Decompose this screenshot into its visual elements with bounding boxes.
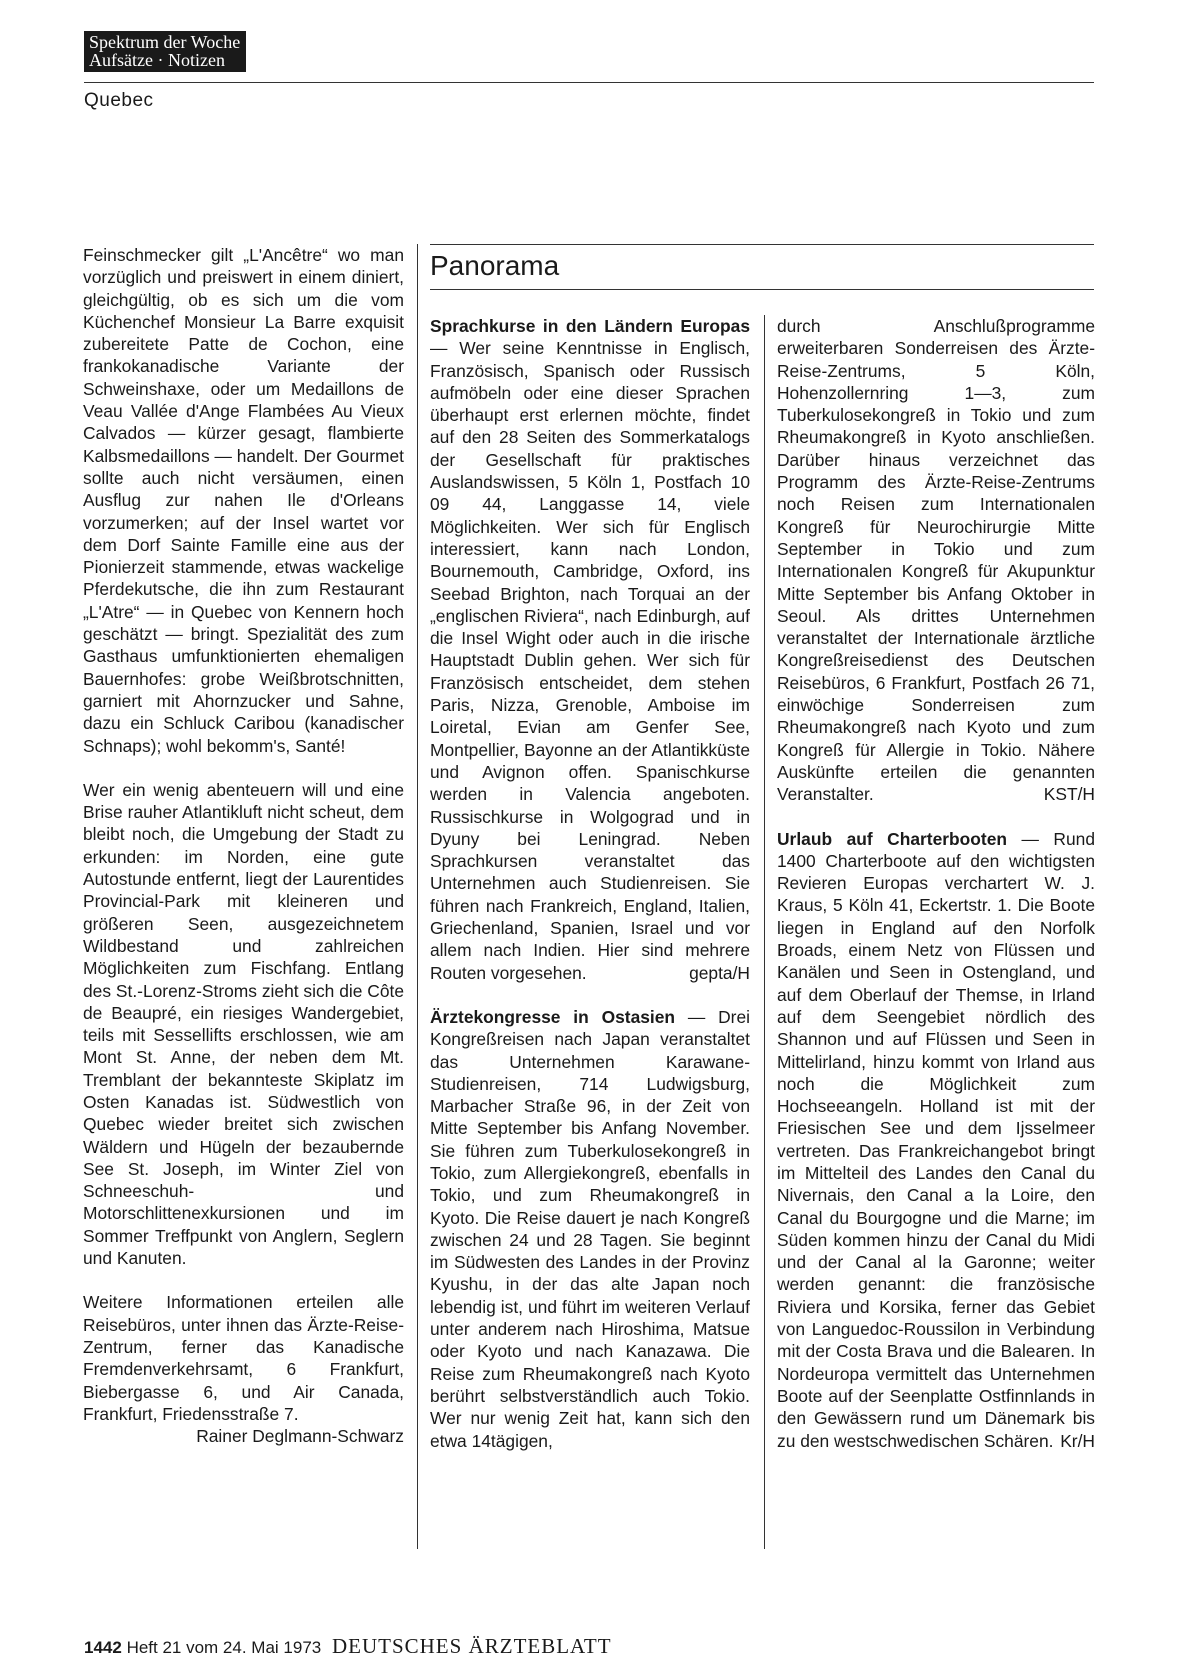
- left-paragraph-3-text: Weitere Informationen erteilen alle Reisebüros, unter ihnen das Ärzte-Reise-Zentrum, ferner das Kanadische Fremdenverkehrsamt, 6 Frankfurt, Biebergasse 6, und Air Canada, Frankfurt, Friedensstraße 7.: [83, 1292, 404, 1424]
- panorama-title: Panorama: [430, 250, 560, 281]
- column-divider-1: [417, 244, 418, 1549]
- header-rule: [84, 82, 1094, 83]
- badge-line-2: Aufsätze · Notizen: [89, 50, 225, 70]
- page-number: 1442: [84, 1638, 122, 1657]
- item-charter-boats: [777, 828, 1095, 1452]
- left-paragraph-2: Wer ein wenig abenteuern will und eine Brise rauher Atlantikluft nicht scheut, dem bleibt noch, die Umgebung der Stadt zu erkunden: im Norden, eine gute Autostunde entfernt, liegt der Laurentides Provincial-Park mit kleineren und größeren Seen, ausgezeichnetem Wildbestand und zahlreichen Möglichkeiten zum Fischfang. Entlang des St.-Lorenz-Stroms zieht sich die Côte de Beaupré, ein riesiges Wandergebiet, teils mit Sessellifts erschlossen, wie am Mont St. Anne, der neben dem Mt. Tremblant der bekannteste Skiplatz im Osten Kanadas ist. Südwestlich von Quebec wieder breitet sich zwischen Wäldern und Hügeln der bezaubernde See St. Joseph, im Winter Ziel von Schneeschuh- und Motorschlittenexkursionen und im Sommer Treffpunkt von Anglern, Seglern und Kanuten.: [83, 779, 404, 1269]
- journal-name: DEUTSCHES ÄRZTEBLATT: [331, 1634, 612, 1658]
- item-language-courses: [430, 315, 750, 984]
- right-column: [777, 315, 1095, 1474]
- item-language-courses-body: — Wer seine Kenntnisse in Englisch, Französisch, Spanisch oder Russisch aufmöbeln oder eine dieser Sprachen überhaupt erst erlernen möchte, findet auf den 28 Seiten des Sommerkatalogs der Gesellschaft für praktisches Auslandswissen, 5 Köln 1, Postfach 10 09 44, Langgasse 14, viele Möglichkeiten. Wer sich für Englisch interessiert, kann nach London, Bournemouth, Cambridge, Oxford, ins Seebad Brighton, nach Torquai an der „englischen Riviera“, nach Edinburgh, auf die Insel Wight oder auch in die irische Hauptstadt Dublin gehen. Wer sich für Französisch entscheidet, dem stehen Paris, Nizza, Grenoble, Amboise im Loiretal, Evian am Genfer See, Montpellier, Bayonne an der Atlantikküste und Avignon offen. Spanischkurse werden in Valencia angeboten. Russischkurse in Wolgograd und in Dyuny bei Leningrad. Neben Sprachkursen veranstaltet das Unternehmen auch Studienreisen. Sie führen nach Frankreich, England, Italien, Griechenland, Spanien, Israel und vor allem nach Indien. Hier sind mehrere Routen vorgesehen.: [430, 338, 750, 983]
- section-label: Quebec: [84, 90, 154, 111]
- item-medical-congresses-signature: KST/H: [1043, 784, 1095, 805]
- section-badge: [84, 31, 246, 72]
- page-footer: [84, 1634, 612, 1659]
- left-column: [83, 244, 404, 1447]
- left-paragraph-3: [83, 1291, 404, 1447]
- item-language-courses-heading: Sprachkurse in den Ländern Europas: [430, 316, 750, 336]
- item-medical-congresses-body: — Drei Kongreßreisen nach Japan veranstaltet das Unternehmen Karawane-Studienreisen, 714 Ludwigsburg, Marbacher Straße 96, in der Zeit von Mitte September bis Anfang November. Sie führen zum Tuberkulosekongreß in Tokio, zum Allergiekongreß, ebenfalls in Tokio, und zum Rheumakongreß in Kyoto. Die Reise dauert je nach Kongreß zwischen 24 und 28 Tagen. Sie beginnt im Südwesten des Landes in der Provinz Kyushu, in der das alte Japan noch lebendig ist, und führt im weiteren Verlauf unter anderem nach Hiroshima, Matsue oder Kyoto und nach Kanazawa. Die Reise zum Rheumakongreß nach Kyoto berührt selbstverständlich auch Tokio. Wer nur wenig Zeit hat, kann sich den etwa 14tägigen,: [430, 1006, 750, 1451]
- author-signature: Rainer Deglmann-Schwarz: [196, 1426, 404, 1447]
- left-paragraph-1: Feinschmecker gilt „L'Ancêtre“ wo man vorzüglich und preiswert in einem diniert, gleichgültig, ob es sich um die vom Küchenchef Monsieur La Barre exquisit zubereitete Patte de Cochon, eine frankokanadische Variante der Schweinshaxe, oder um Medaillons de Veau Vallée d'Ange Flambées Au Vieux Calvados — kürzer gesagt, flambierte Kalbsmedaillons — handelt. Der Gourmet sollte auch nicht versäumen, einen Ausflug zur nahen Ile d'Orleans vorzumerken; auf der Insel wartet vor dem Dorf Sainte Famille eine aus der Pionierzeit stammende, etwas wackelige Pferdekutsche, die ihn zum Restaurant „L'Atre“ — in Quebec von Kennern hoch geschätzt — bringt. Spezialität des zum Gasthaus umfunktionierten ehemaligen Bauernhofes: grobe Weißbrotschnitten, garniert mit Ahornzucker und Sahne, dazu ein Schluck Caribou (kanadischer Schnaps); wohl bekomm's, Santé!: [83, 245, 404, 756]
- item-medical-congresses-cont-body: durch Anschlußprogramme erweiterbaren Sonderreisen des Ärzte-Reise-Zentrums, 5 Köln, Hohenzollernring 1—3, zum Tuberkulosekongreß in Tokio und zum Rheumakongreß in Kyoto anschließen. Darüber hinaus verzeichnet das Programm des Ärzte-Reise-Zentrums noch Reisen zum Internationalen Kongreß für Neurochirurgie Mitte September in Tokio und zum Internationalen Kongreß für Akupunktur Mitte September bis Anfang Oktober in Seoul. Als drittes Unternehmen veranstaltet der Internationale ärztliche Kongreßreisedienst des Deutschen Reisebüros, 6 Frankfurt, Postfach 26 71, einwöchige Sonderreisen zum Rheumakongreß nach Kyoto und zum Kongreß für Allergie in Tokio. Nähere Auskünfte erteilen die genannten Veranstalter.: [777, 316, 1095, 805]
- item-charter-boats-signature: Kr/H: [1060, 1430, 1095, 1451]
- item-charter-boats-body: — Rund 1400 Charterboote auf den wichtigsten Revieren Europas verchartert W. J. Kraus, 5 Köln 41, Eckertstr. 1. Die Boote liegen in England auf den Norfolk Broads, einem Netz von Flüssen und Kanälen und Seen in Ostengland, und auf dem Oberlauf der Themse, in Irland auf dem Seengebiet nördlich des Shannon und auf Flüssen und Seen in Mittelirland, hinzu kommt von Irland aus noch die Möglichkeit zum Hochseeangeln. Holland ist mit der Friesischen See und dem Ijsselmeer vertreten. Das Frankreichangebot bringt im Mittelteil des Landes den Canal du Nivernais, den Canal a la Loire, den Canal du Bourgogne und die Marne; im Süden kommen hinzu der Canal du Midi und der Canal al la Garonne; weiter werden genannt: die französische Riviera und Korsika, ferner das Gebiet von Languedoc-Roussilon in Verbindung mit der Costa Brava und die Balearen. In Nordeuropa vermittelt das Unternehmen Boote auf der Seenplatte Ostfinnlands in den Gewässern rund um Dänemark bis zu den westschwedischen Schären.: [777, 828, 1095, 1451]
- panorama-rule-top: [430, 244, 1094, 245]
- issue-info: Heft 21 vom 24. Mai 1973: [126, 1638, 322, 1657]
- item-language-courses-signature: gepta/H: [689, 962, 750, 983]
- badge-line-1: Spektrum der Woche: [89, 32, 241, 52]
- column-divider-2: [764, 315, 765, 1549]
- item-medical-congresses: [430, 1006, 750, 1452]
- panorama-rule-bottom: [430, 289, 1094, 290]
- item-charter-boats-heading: Urlaub auf Charterbooten: [777, 828, 1007, 849]
- middle-column: [430, 315, 750, 1474]
- item-medical-congresses-heading: Ärztekongresse in Ostasien: [430, 1006, 676, 1027]
- item-medical-congresses-continued: [777, 315, 1095, 806]
